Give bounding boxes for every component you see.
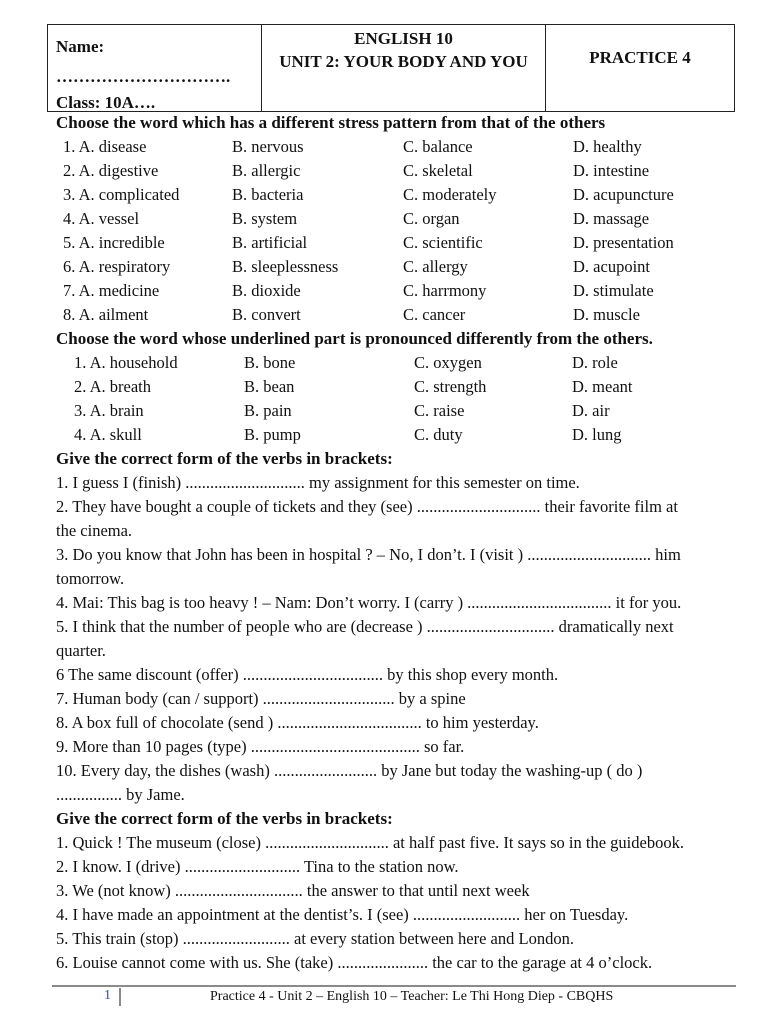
option-c: C. harrmony <box>403 281 487 300</box>
exercise-line: quarter. <box>56 641 106 660</box>
option-b: B. convert <box>232 305 301 324</box>
exercise-line: the cinema. <box>56 521 133 540</box>
option-b: B. bean <box>244 377 295 396</box>
page-divider <box>119 988 121 1006</box>
option-b: B. pump <box>244 425 301 444</box>
option-b: B. bone <box>244 353 296 372</box>
option-d: D. presentation <box>573 233 674 252</box>
name-label: Name: <box>56 37 105 56</box>
exercise-line: 5. I think that the number of people who are (decrease ) ............................... dramatically next <box>56 617 674 636</box>
option-c: C. oxygen <box>414 353 482 372</box>
option-d: D. acupoint <box>573 257 650 276</box>
option-c: C. balance <box>403 137 473 156</box>
option-c: C. scientific <box>403 233 483 252</box>
header-table <box>47 24 735 112</box>
question-row <box>56 135 736 159</box>
option-c: C. raise <box>414 401 465 420</box>
question-row <box>56 303 736 327</box>
question-row <box>56 255 736 279</box>
question-row <box>56 375 736 399</box>
question-row <box>56 399 736 423</box>
exercise-line: 9. More than 10 pages (type) ......................................... so far. <box>56 737 465 756</box>
page-number: 1 <box>104 988 111 1003</box>
question-row <box>56 159 736 183</box>
exercise-line: 2. They have bought a couple of tickets and they (see) .............................. their favorite film at <box>56 497 678 516</box>
option-c: C. cancer <box>403 305 466 324</box>
title-cell <box>262 25 546 111</box>
exercise-line: 7. Human body (can / support) ................................ by a spine <box>56 689 466 708</box>
option-a: 4. A. skull <box>74 425 142 444</box>
option-d: D. air <box>572 401 610 420</box>
footer-text: Practice 4 - Unit 2 – English 10 – Teacher: Le Thi Hong Diep - CBQHS <box>210 989 614 1004</box>
exercise-line: ................ by Jame. <box>56 785 185 804</box>
subject-title: ENGLISH 10 <box>354 29 453 48</box>
exercise-line: 1. Quick ! The museum (close) .............................. at half past five. It says so in the guidebook. <box>56 833 684 852</box>
question-row <box>56 231 736 255</box>
section3-title: Give the correct form of the verbs in brackets: <box>56 449 393 468</box>
class-label: Class: 10A…. <box>56 93 156 112</box>
section2-list <box>56 351 736 447</box>
exercise-line: 2. I know. I (drive) ............................ Tina to the station now. <box>56 857 459 876</box>
question-row <box>56 207 736 231</box>
option-a: 7. A. medicine <box>63 281 160 300</box>
option-a: 1. A. household <box>74 353 178 372</box>
exercise-line: 3. Do you know that John has been in hospital ? – No, I don’t. I (visit ) .............................. him <box>56 545 681 564</box>
section2-title: Choose the word whose underlined part is pronounced differently from the others. <box>56 329 653 348</box>
exercise-line: 5. This train (stop) .......................... at every station between here and London. <box>56 929 574 948</box>
option-a: 5. A. incredible <box>63 233 165 252</box>
exercise-line: 8. A box full of chocolate (send ) ................................... to him yesterday. <box>56 713 539 732</box>
option-c: C. strength <box>414 377 487 396</box>
option-d: D. acupuncture <box>573 185 674 204</box>
option-c: C. skeletal <box>403 161 473 180</box>
option-d: D. stimulate <box>573 281 654 300</box>
name-dots: …………………………. <box>56 67 231 86</box>
option-b: B. nervous <box>232 137 304 156</box>
option-b: B. bacteria <box>232 185 304 204</box>
option-b: B. sleeplessness <box>232 257 339 276</box>
section1-list <box>56 135 736 327</box>
option-b: B. artificial <box>232 233 308 252</box>
unit-title: UNIT 2: YOUR BODY AND YOU <box>279 52 528 71</box>
section4-list <box>56 831 736 975</box>
option-d: D. healthy <box>573 137 642 156</box>
option-d: D. intestine <box>573 161 650 180</box>
student-info-cell <box>48 25 262 111</box>
option-a: 3. A. brain <box>74 401 144 420</box>
option-b: B. allergic <box>232 161 301 180</box>
option-d: D. role <box>572 353 618 372</box>
option-d: D. lung <box>572 425 622 444</box>
option-a: 4. A. vessel <box>63 209 140 228</box>
question-row <box>56 423 736 447</box>
exercise-line: 6 The same discount (offer) .................................. by this shop every month. <box>56 665 559 684</box>
option-d: D. massage <box>573 209 650 228</box>
exercise-line: 4. I have made an appointment at the dentist’s. I (see) .......................... her on Tuesday. <box>56 905 629 924</box>
option-c: C. allergy <box>403 257 468 276</box>
exercise-line: 1. I guess I (finish) ............................. my assignment for this semester on time. <box>56 473 580 492</box>
section3-list <box>56 471 736 807</box>
exercise-line: 3. We (not know) ............................... the answer to that until next week <box>56 881 530 900</box>
worksheet-content <box>56 111 736 975</box>
option-d: D. muscle <box>573 305 640 324</box>
option-c: C. organ <box>403 209 460 228</box>
option-a: 3. A. complicated <box>63 185 180 204</box>
option-a: 2. A. breath <box>74 377 151 396</box>
option-a: 6. A. respiratory <box>63 257 171 276</box>
footer-rule <box>52 985 736 987</box>
question-row <box>56 351 736 375</box>
section4-title: Give the correct form of the verbs in brackets: <box>56 809 393 828</box>
option-d: D. meant <box>572 377 633 396</box>
section1-title: Choose the word which has a different stress pattern from that of the others <box>56 113 606 132</box>
option-b: B. pain <box>244 401 292 420</box>
option-a: 2. A. digestive <box>63 161 159 180</box>
exercise-line: 10. Every day, the dishes (wash) ......................... by Jane but today the washing-up ( do ) <box>56 761 643 780</box>
option-c: C. duty <box>414 425 463 444</box>
exercise-line: tomorrow. <box>56 569 125 588</box>
question-row <box>56 279 736 303</box>
practice-cell <box>546 25 734 111</box>
practice-title: PRACTICE 4 <box>589 48 691 67</box>
option-a: 1. A. disease <box>63 137 147 156</box>
exercise-line: 4. Mai: This bag is too heavy ! – Nam: Don’t worry. I (carry ) ................................... it for you. <box>56 593 682 612</box>
option-b: B. system <box>232 209 298 228</box>
option-a: 8. A. ailment <box>63 305 149 324</box>
option-c: C. moderately <box>403 185 497 204</box>
question-row <box>56 183 736 207</box>
exercise-line: 6. Louise cannot come with us. She (take) ...................... the car to the garage at 4 o’clock. <box>56 953 653 972</box>
option-b: B. dioxide <box>232 281 301 300</box>
